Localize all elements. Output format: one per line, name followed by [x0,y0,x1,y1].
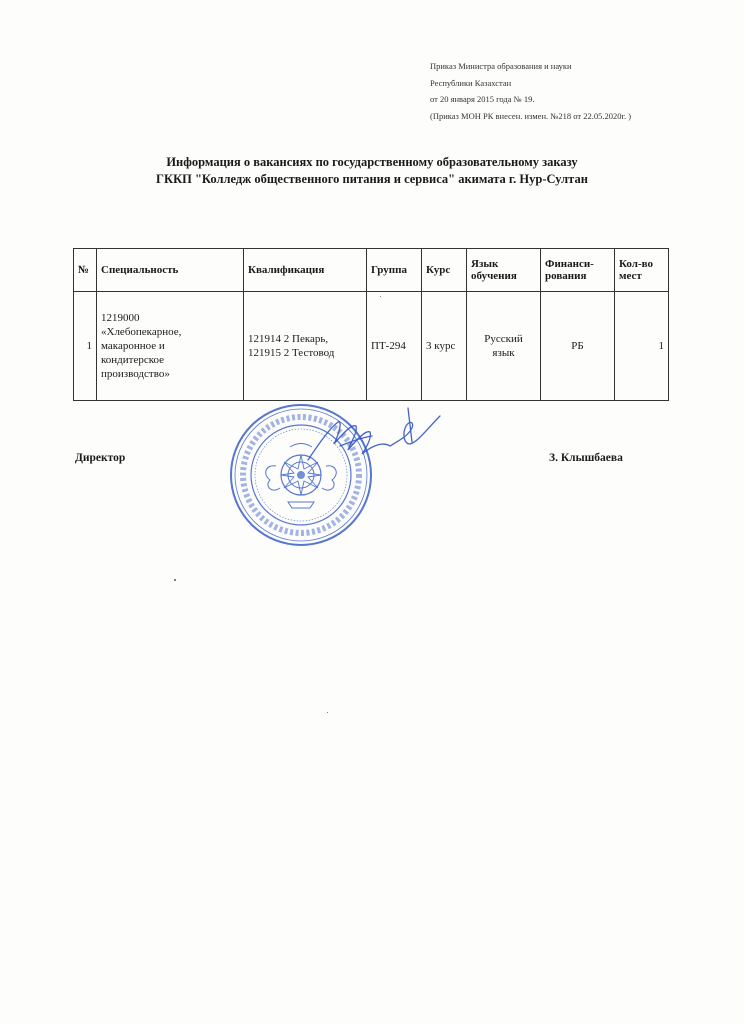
cell-specialty-line: производство» [101,368,170,380]
cell-qualification-line: 121915 2 Тестовод [248,347,335,359]
header-language-line: обучения [471,270,517,282]
header-count-line: Кол-во [619,258,653,270]
order-reference [430,58,631,124]
cell-specialty-line: 1219000 [101,312,140,324]
scan-speck [380,296,381,297]
cell-specialty-line: кондитерское [101,354,165,366]
cell-language-line: Русский [484,333,523,345]
cell-count: 1 [615,292,669,401]
header-count-line: мест [619,270,642,282]
title-line-1: Информация о вакансиях по государственному образовательному заказу [166,155,578,169]
director-name: З. Клышбаева [549,452,623,464]
header-qualification: Квалификация [244,249,367,292]
cell-language [467,292,541,401]
cell-specialty-line: макаронное и [101,340,165,352]
title-line-2: ГККП "Колледж общественного питания и сервиса" акимата г. Нур-Султан [156,172,588,186]
header-num: № [74,249,97,292]
cell-qualification-line: 121914 2 Пекарь, [248,333,329,345]
document-title [0,154,744,188]
header-group: Группа [367,249,422,292]
cell-language-line: язык [492,347,515,359]
order-reference-line: от 20 января 2015 года № 19. [430,94,535,104]
cell-financing: РБ [541,292,615,401]
order-reference-line: (Приказ МОН РК внесен. измен. №218 от 22.05.2020г. ) [430,110,632,121]
cell-qualification [244,292,367,401]
scan-speck [174,579,176,581]
header-financing [541,249,615,292]
cell-specialty [97,292,244,401]
header-financing-line: рования [545,270,587,282]
order-reference-line: Республики Казахстан [430,77,512,88]
cell-specialty-line: «Хлебопекарное, [101,326,182,338]
table-row [74,292,669,401]
table-header-row [74,249,669,292]
director-title: Директор [75,452,126,464]
vacancy-table [73,248,669,401]
header-specialty: Специальность [97,249,244,292]
order-reference-line: Приказ Министра образования и науки [430,61,572,71]
header-language [467,249,541,292]
cell-group: ПТ-294 [367,292,422,401]
director-signature [300,398,450,468]
cell-course: 3 курс [422,292,467,401]
header-language-line: Язык [471,258,499,270]
cell-num: 1 [74,292,97,401]
scan-speck [327,712,328,713]
header-financing-line: Финанси- [545,258,594,270]
header-course: Курс [422,249,467,292]
header-count [615,249,669,292]
